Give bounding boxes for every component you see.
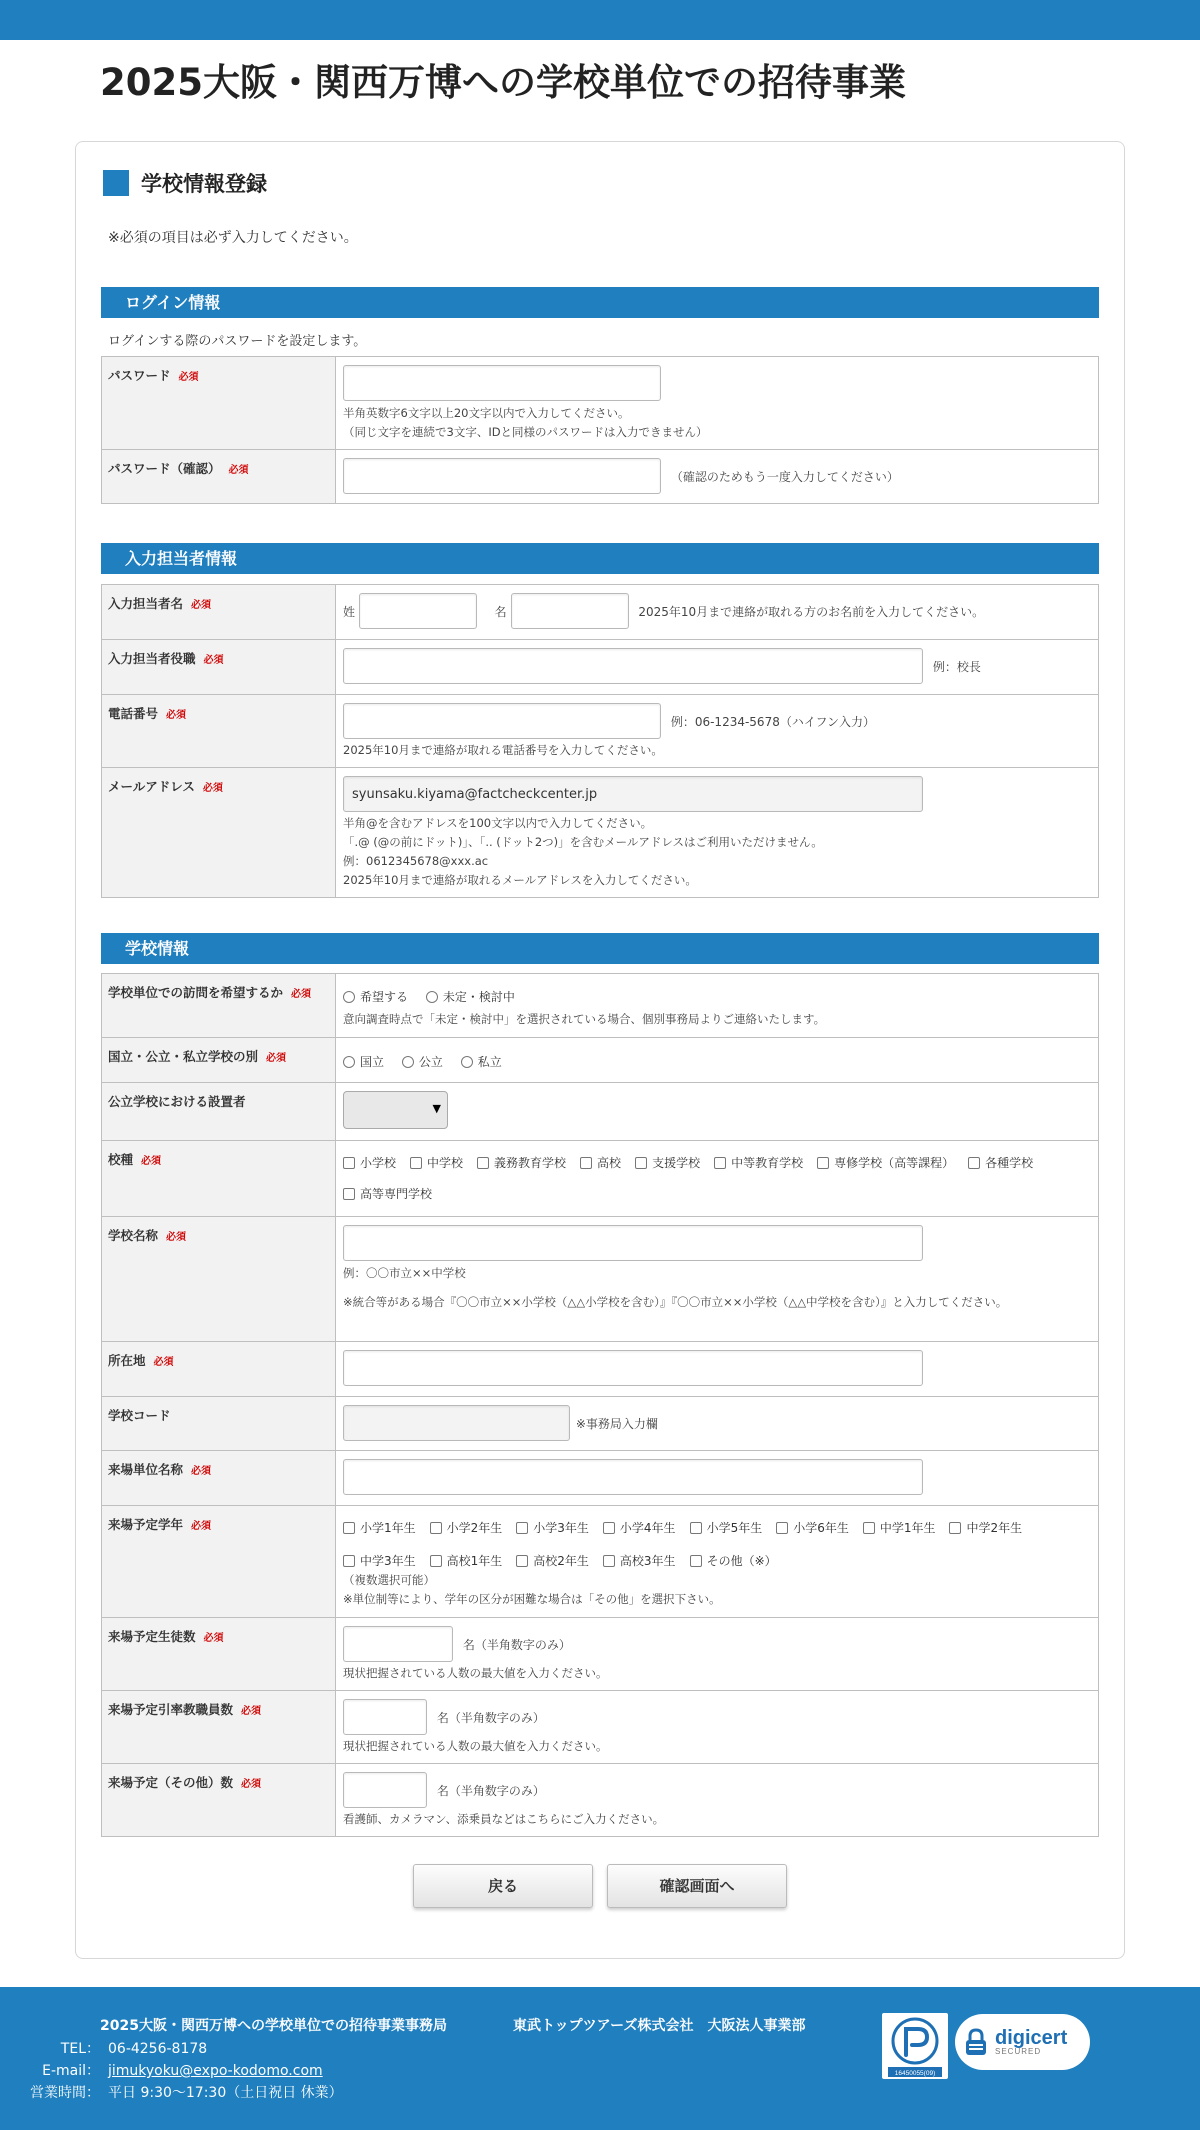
radio-icon (426, 991, 438, 1003)
contact-table (101, 584, 1099, 898)
checkbox-icon (863, 1522, 875, 1534)
phone-note: 例：06-1234-5678（ハイフン入力） (670, 714, 875, 729)
privacy-mark-icon (882, 2013, 948, 2079)
phone-help: 2025年10月まで連絡が取れる電話番号を入力してください。 (343, 743, 663, 757)
category-option[interactable]: 中学校 (410, 1154, 463, 1171)
students-label: 来場予定生徒数 (108, 1629, 196, 1644)
school-name-input[interactable] (343, 1225, 923, 1261)
required-badge: 必須 (141, 1156, 162, 1167)
required-badge: 必須 (191, 1466, 212, 1477)
footer-tel (28, 2038, 207, 2058)
checkbox-icon (714, 1157, 726, 1169)
email-help-1: 半角@を含むアドレスを100文字以内で入力してください。 (343, 816, 653, 830)
phone-row (102, 695, 1099, 768)
students-help: 現状把握されている人数の最大値を入力ください。 (343, 1666, 608, 1680)
address-input[interactable] (343, 1350, 923, 1386)
phone-label: 電話番号 (108, 706, 159, 721)
contact-name-label: 入力担当者名 (108, 596, 184, 611)
checkbox-icon (968, 1157, 980, 1169)
footer-email-link[interactable]: jimukyoku@expo-kodomo.com (108, 2063, 323, 2079)
checkbox-icon (343, 1188, 355, 1200)
students-unit: 名（半角数字のみ） (462, 1637, 571, 1652)
footer-hours-key: 営業時間： (30, 2085, 100, 2101)
grade-row (102, 1506, 1099, 1618)
radio-icon (343, 991, 355, 1003)
checkbox-icon (343, 1522, 355, 1534)
category-option[interactable]: 小学校 (343, 1154, 396, 1171)
checkbox-icon (477, 1157, 489, 1169)
visit-row (102, 974, 1099, 1038)
checkbox-icon (430, 1522, 442, 1534)
radio-icon (343, 1056, 355, 1068)
teachers-unit: 名（半角数字のみ） (436, 1710, 545, 1725)
required-badge: 必須 (266, 1053, 287, 1064)
others-row (102, 1764, 1099, 1837)
login-desc: ログインする際のパスワードを設定します。 (108, 334, 367, 349)
grade-option[interactable]: 小学1年生 (343, 1519, 416, 1536)
confirm-button[interactable]: 確認画面へ (607, 1864, 787, 1908)
required-badge: 必須 (178, 372, 199, 383)
required-badge: 必須 (166, 710, 187, 721)
teachers-input[interactable] (343, 1699, 427, 1735)
footer-tel-value: 06-4256-8178 (108, 2041, 208, 2057)
founder-row (102, 1083, 1099, 1141)
grade-option[interactable]: 中学2年生 (949, 1519, 1022, 1536)
required-badge: 必須 (203, 655, 224, 666)
grade-option[interactable]: 高校2年生 (516, 1552, 589, 1569)
grade-option[interactable]: 小学2年生 (430, 1519, 503, 1536)
password-confirm-row (102, 450, 1099, 504)
checkbox-icon (949, 1522, 961, 1534)
required-badge: 必須 (241, 1779, 262, 1790)
contact-role-input[interactable] (343, 648, 923, 684)
grade-option[interactable]: 小学4年生 (603, 1519, 676, 1536)
school-type-label: 国立・公立・私立学校の別 (108, 1049, 259, 1064)
phone-input[interactable] (343, 703, 661, 739)
others-help: 看護師、カメラマン、添乗員などはこちらにご入力ください。 (343, 1812, 665, 1826)
digicert-seal[interactable] (955, 2014, 1090, 2070)
required-badge: 必須 (191, 600, 212, 611)
visit-unit-input[interactable] (343, 1459, 923, 1495)
password-row (102, 357, 1099, 450)
category-option[interactable]: 高等専門学校 (343, 1185, 432, 1202)
category-option[interactable]: 支援学校 (635, 1154, 700, 1171)
lock-icon (963, 2027, 989, 2057)
visit-help: 意向調査時点で「未定・検討中」を選択されている場合、個別事務局よりご連絡いたします。 (343, 1011, 826, 1026)
school-code-input[interactable] (343, 1405, 570, 1441)
visit-option-undecided[interactable]: 未定・検討中 (426, 988, 515, 1005)
chevron-down-icon: ▼ (432, 1102, 441, 1115)
email-help-2: 「.@ (@の前にドット)」、「.. (ドット2つ)」を含むメールアドレスはご利用いただけません。 (343, 835, 823, 849)
teachers-help: 現状把握されている人数の最大値を入力ください。 (343, 1739, 608, 1753)
page-title: 2025大阪・関西万博への学校単位での招待事業 (100, 61, 906, 104)
back-button[interactable]: 戻る (413, 1864, 593, 1908)
digicert-secured: SECURED (995, 2047, 1042, 2056)
footer-company-name: 東武トップツアーズ株式会社 大阪法人事業部 (513, 2018, 806, 2034)
contact-role-row (102, 640, 1099, 695)
contact-role-label: 入力担当者役職 (108, 651, 196, 666)
contact-role-note: 例：校長 (932, 659, 981, 674)
password-confirm-note: （確認のためもう一度入力してください） (670, 469, 899, 484)
password-label: パスワード (108, 368, 171, 383)
checkbox-icon (410, 1157, 422, 1169)
school-type-row (102, 1038, 1099, 1083)
checkbox-icon (516, 1555, 528, 1567)
founder-label: 公立学校における設置者 (108, 1094, 246, 1109)
checkbox-icon (603, 1522, 615, 1534)
type-option-public[interactable]: 公立 (402, 1053, 443, 1070)
privacy-mark-number: 16450055(09) (894, 2070, 936, 2077)
category-option[interactable]: 中等教育学校 (714, 1154, 803, 1171)
required-badge: 必須 (166, 1232, 187, 1243)
top-bar (0, 0, 1200, 40)
required-note: ※必須の項目は必ず入力してください。 (108, 230, 358, 246)
grade-help-2: ※単位制等により、学年の区分が困難な場合は「その他」を選択下さい。 (343, 1592, 721, 1606)
grade-option[interactable]: 高校1年生 (430, 1552, 503, 1569)
footer-office-name: 2025大阪・関西万博への学校単位での招待事業事務局 (100, 2018, 447, 2034)
checkbox-icon (776, 1522, 788, 1534)
footer-hours-value: 平日 9:30〜17:30（土日祝日 休業） (108, 2085, 343, 2101)
grade-option[interactable]: 小学3年生 (516, 1519, 589, 1536)
category-row (102, 1141, 1099, 1217)
required-badge: 必須 (291, 989, 312, 1000)
others-unit: 名（半角数字のみ） (436, 1783, 545, 1798)
required-badge: 必須 (203, 1633, 224, 1644)
footer-hours (28, 2082, 343, 2102)
category-option[interactable]: 専修学校（高等課程） (817, 1154, 954, 1171)
others-label: 来場予定（その他）数 (108, 1775, 234, 1790)
school-name-label: 学校名称 (108, 1228, 159, 1243)
students-row (102, 1618, 1099, 1691)
type-option-national[interactable]: 国立 (343, 1053, 384, 1070)
type-option-private[interactable]: 私立 (461, 1053, 502, 1070)
password-input[interactable] (343, 365, 661, 401)
digicert-name: digicert (995, 2027, 1068, 2049)
login-band: ログイン情報 (101, 287, 1099, 318)
required-badge: 必須 (241, 1706, 262, 1717)
checkbox-icon (817, 1157, 829, 1169)
radio-icon (461, 1056, 473, 1068)
square-icon (103, 170, 129, 196)
teachers-row (102, 1691, 1099, 1764)
email-help-3: 例：0612345678@xxx.ac (343, 854, 489, 868)
grade-help-1: （複数選択可能） (343, 1573, 435, 1587)
contact-name-row (102, 585, 1099, 640)
address-row (102, 1342, 1099, 1397)
password-confirm-input[interactable] (343, 458, 661, 494)
visit-label: 学校単位での訪問を希望するか (108, 985, 284, 1000)
grade-option[interactable]: 小学5年生 (690, 1519, 763, 1536)
checkbox-icon (690, 1522, 702, 1534)
teachers-label: 来場予定引率教職員数 (108, 1702, 234, 1717)
school-table (101, 973, 1099, 1837)
category-option[interactable]: 各種学校 (968, 1154, 1033, 1171)
grade-option[interactable]: 高校3年生 (603, 1552, 676, 1569)
login-table (101, 356, 1099, 504)
category-option[interactable]: 高校 (580, 1154, 621, 1171)
required-badge: 必須 (191, 1521, 212, 1532)
last-name-prefix: 姓 (343, 604, 356, 619)
checkbox-icon (430, 1555, 442, 1567)
address-label: 所在地 (108, 1353, 146, 1368)
school-name-row (102, 1217, 1099, 1342)
contact-band: 入力担当者情報 (101, 543, 1099, 574)
students-input[interactable] (343, 1626, 453, 1662)
visit-unit-row (102, 1451, 1099, 1506)
first-name-input[interactable] (511, 593, 629, 629)
required-badge: 必須 (202, 783, 223, 794)
grade-option[interactable]: 中学1年生 (863, 1519, 936, 1536)
school-name-help: ※統合等がある場合『〇〇市立××小学校（△△小学校を含む）』『〇〇市立××小学校（△△中学校を含む）』と入力してください。 (343, 1295, 1008, 1309)
school-code-row (102, 1397, 1099, 1451)
checkbox-icon (603, 1555, 615, 1567)
checkbox-icon (580, 1157, 592, 1169)
others-input[interactable] (343, 1772, 427, 1808)
privacy-mark-logo (882, 2013, 948, 2079)
grade-option[interactable]: 中学3年生 (343, 1552, 416, 1569)
grade-option[interactable]: 小学6年生 (776, 1519, 849, 1536)
school-name-example: 例：〇〇市立××中学校 (343, 1266, 466, 1280)
password-confirm-label: パスワード（確認） (108, 461, 221, 476)
checkbox-icon (343, 1555, 355, 1567)
password-help: 半角英数字6文字以上20文字以内で入力してください。 (343, 406, 630, 420)
school-band: 学校情報 (101, 933, 1099, 964)
footer-tel-key: TEL： (60, 2041, 100, 2057)
grade-option[interactable]: その他（※） (690, 1552, 777, 1569)
required-badge: 必須 (228, 465, 249, 476)
school-code-label: 学校コード (108, 1408, 171, 1423)
checkbox-icon (516, 1522, 528, 1534)
radio-icon (402, 1056, 414, 1068)
required-badge: 必須 (153, 1357, 174, 1368)
email-help-4: 2025年10月まで連絡が取れるメールアドレスを入力してください。 (343, 873, 697, 887)
first-name-prefix: 名 (494, 604, 507, 619)
category-option[interactable]: 義務教育学校 (477, 1154, 566, 1171)
checkbox-icon (690, 1555, 702, 1567)
school-code-note: ※事務局入力欄 (575, 1416, 658, 1431)
footer-email-key: E-mail： (42, 2063, 100, 2079)
last-name-input[interactable] (359, 593, 477, 629)
footer-email (28, 2060, 323, 2080)
contact-name-note: 2025年10月まで連絡が取れる方のお名前を入力してください。 (638, 604, 985, 619)
category-label: 校種 (108, 1152, 134, 1167)
password-help-2: （同じ文字を連続で3文字、IDと同様のパスワードは入力できません） (343, 425, 708, 439)
email-row (102, 768, 1099, 898)
visit-unit-label: 来場単位名称 (108, 1462, 184, 1477)
section-heading (103, 168, 267, 198)
checkbox-icon (635, 1157, 647, 1169)
email-input[interactable] (343, 776, 923, 812)
visit-option-yes[interactable]: 希望する (343, 988, 408, 1005)
founder-select[interactable] (343, 1091, 448, 1129)
section-title: 学校情報登録 (141, 172, 267, 196)
checkbox-icon (343, 1157, 355, 1169)
email-label: メールアドレス (108, 779, 195, 794)
grade-label: 来場予定学年 (108, 1517, 184, 1532)
